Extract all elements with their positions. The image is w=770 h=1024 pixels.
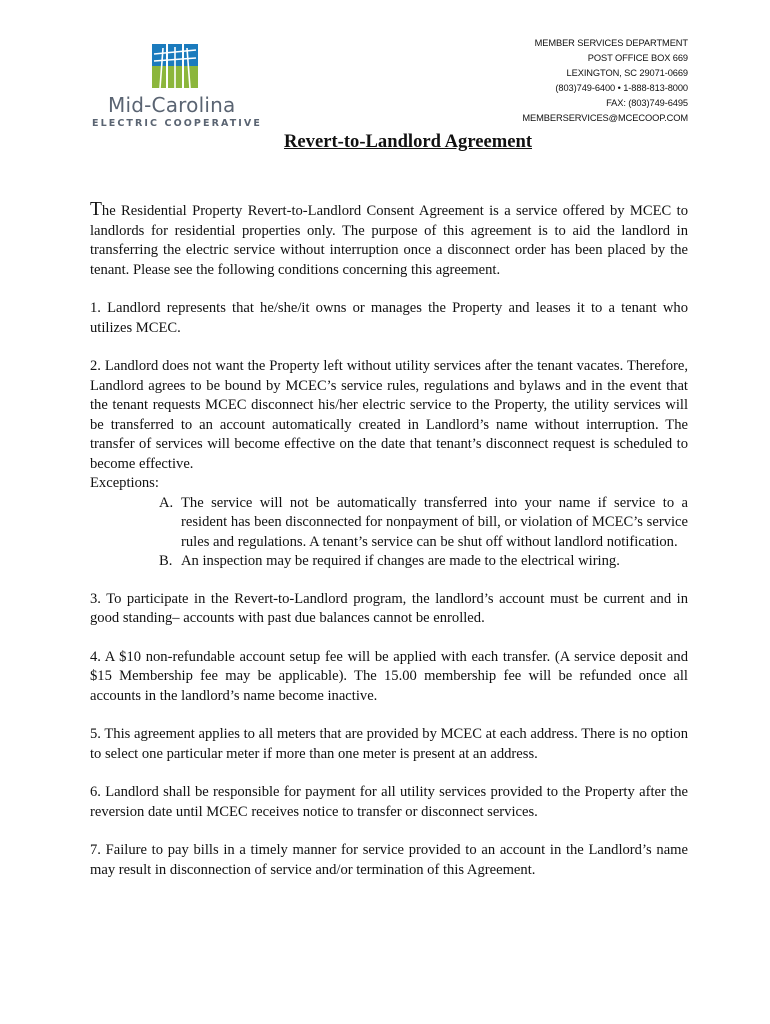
agreement-body [90,200,688,899]
condition-3: 3. To participate in the Revert-to-Landlord program, the landlord’s account must be current and in good standing– accounts with past due balances cannot be enrolled. [90,590,688,626]
exceptions-label: Exceptions: [90,475,159,491]
exception-item [90,552,688,572]
address-city: LEXINGTON, SC 29071-0669 [566,68,688,78]
exception-text: An inspection may be required if changes are made to the electrical wiring. [181,553,620,569]
condition-2 [90,357,688,494]
intro-text: he Residential Property Revert-to-Landlord Consent Agreement is a service offered by MCEC to landlords for residential properties only. The purpose of this agreement is to aid the landlord in transferring the electric service without interruption once a disconnect order has been placed by the tenant. Please see the following conditions concerning this agreement. [90,203,688,278]
intro-paragraph [90,200,688,280]
address-block [522,36,688,126]
condition-4: 4. A $10 non-refundable account setup fee will be applied with each transfer. (A service deposit and $15 Membership fee may be applicable). The 15.00 membership fee will be refunded once all accounts in the landlord’s name become inactive. [90,648,688,704]
logo-org-name: Mid-Carolina [108,93,236,117]
logo-org-subtitle: ELECTRIC COOPERATIVE [92,118,262,129]
address-po-box: POST OFFICE BOX 669 [587,53,688,63]
address-department: MEMBER SERVICES DEPARTMENT [534,38,688,48]
address-email: MEMBERSERVICES@MCECOOP.COM [522,113,688,123]
page-title: Revert-to-Landlord Agreement [283,131,533,152]
condition-6: 6. Landlord shall be responsible for payment for all utility services provided to the Property after the reversion date until MCEC receives notice to transfer or disconnect services. [90,784,688,820]
exception-text: The service will not be automatically transferred into your name if service to a resident has been disconnected for nonpayment of bill, or violation of MCEC’s service rules and regulations. A tenant’s service can be shut off without landlord notification. [181,494,688,550]
condition-5: 5. This agreement applies to all meters that are provided by MCEC at each address. There is no option to select one particular meter if more than one meter is present at an address. [90,726,688,762]
condition-7: 7. Failure to pay bills in a timely manner for service provided to an account in the Landlord’s name may result in disconnection of service and/or termination of this Agreement. [90,842,688,878]
exception-marker: B. [159,553,173,569]
intro-first-letter: T [90,199,102,220]
exceptions-list [90,494,688,572]
exception-item [90,494,688,553]
condition-2-text: 2. Landlord does not want the Property left without utility services after the tenant vacates. Therefore, Landlord agrees to be bound by MCEC’s service rules, regulations and bylaws and in the event that the tenant requests MCEC disconnect his/her electric service to the Property, the utility services will be transferred to an account automatically created in Landlord’s name without interruption. The transfer of services will become effective on the date that tenant’s disconnect request is scheduled to become effective. [90,358,688,472]
address-phone: (803)749-6400 • 1-888-813-8000 [555,83,688,93]
condition-1: 1. Landlord represents that he/she/it owns or manages the Property and leases it to a tenant who utilizes MCEC. [90,300,688,336]
mcec-logo [88,44,278,134]
power-line-logo-icon [152,44,198,88]
address-fax: FAX: (803)749-6495 [606,98,688,108]
exception-marker: A. [159,494,174,511]
